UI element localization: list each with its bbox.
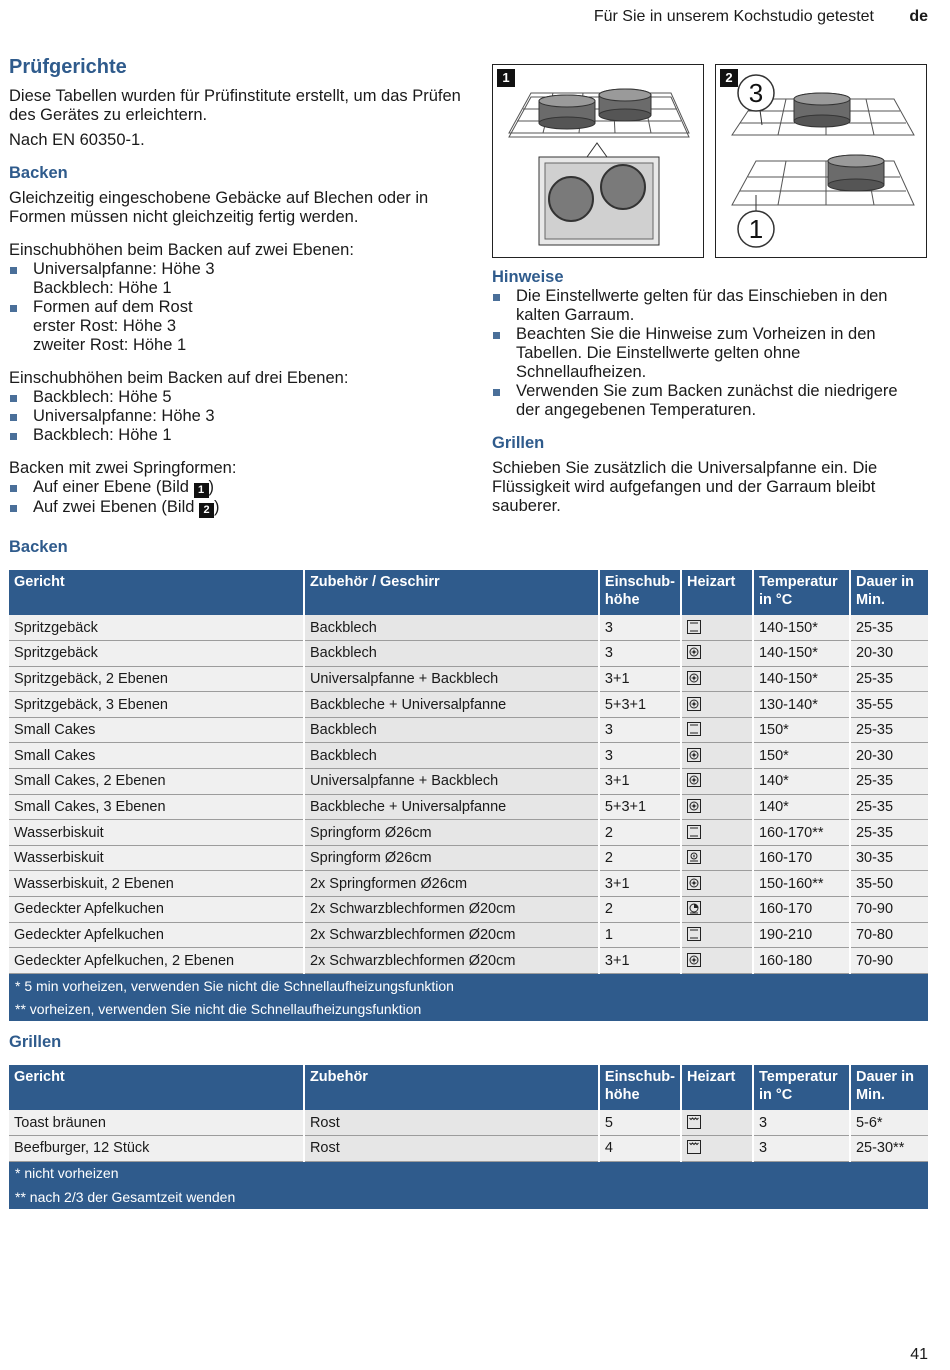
- hot-air-icon: [687, 748, 701, 764]
- cell-dauer: 25-35: [850, 820, 928, 846]
- two-levels-list: [9, 260, 469, 355]
- pizza-setting-icon: [687, 901, 701, 917]
- cell-temp: 160-170: [753, 897, 850, 923]
- heating-mode-cell: [681, 743, 753, 769]
- cell-dauer: 25-35: [850, 717, 928, 743]
- cell-dauer: 5-6*: [850, 1110, 928, 1136]
- hot-air-icon: [687, 671, 701, 687]
- heating-mode-cell: [681, 794, 753, 820]
- intro-text: Diese Tabellen wurden für Prüfinstitute erstellt, um das Prüfen des Gerätes zu erleichtern.: [9, 87, 461, 124]
- cell-zubehoer: Backblech: [304, 717, 599, 743]
- cell-hoehe: 2: [599, 845, 681, 871]
- cell-hoehe: 1: [599, 922, 681, 948]
- grill-icon: [687, 1140, 701, 1156]
- col-header-temp: Temperatur in °C: [753, 1065, 850, 1110]
- cell-hoehe: 2: [599, 897, 681, 923]
- cell-temp: 140-150*: [753, 666, 850, 692]
- two-levels-intro: Einschubhöhen beim Backen auf zwei Ebenen:: [9, 241, 354, 259]
- cell-zubehoer: Springform Ø26cm: [304, 820, 599, 846]
- cell-temp: 150*: [753, 717, 850, 743]
- table-row: [9, 871, 928, 897]
- hot-air-icon: [687, 799, 701, 815]
- cell-temp: 150*: [753, 743, 850, 769]
- top-bottom-heat-icon: [687, 927, 701, 943]
- cell-hoehe: 3: [599, 615, 681, 641]
- cell-zubehoer: Backbleche + Universalpfanne: [304, 692, 599, 718]
- two-springforms-one-level-illustration: [493, 65, 705, 259]
- heating-mode-cell: [681, 769, 753, 795]
- heating-mode-cell: [681, 820, 753, 846]
- cell-temp: 3: [753, 1136, 850, 1162]
- col-header-hoehe: Einschub- höhe: [599, 570, 681, 615]
- footnote-row: [9, 1161, 928, 1185]
- footnote: * 5 min vorheizen, verwenden Sie nicht die Schnellaufheizungsfunktion: [9, 973, 928, 997]
- section-title: Prüfgerichte: [9, 56, 127, 78]
- list-item: Auf zwei Ebenen (Bild 2 ): [9, 498, 469, 518]
- cell-zubehoer: 2x Schwarzblechformen Ø20cm: [304, 897, 599, 923]
- cell-gericht: Spritzgebäck, 3 Ebenen: [9, 692, 304, 718]
- heating-mode-cell: [681, 641, 753, 667]
- cell-dauer: 70-80: [850, 922, 928, 948]
- backen-text: Gleichzeitig eingeschobene Gebäcke auf Blechen oder in Formen müssen nicht gleichzeitig fertig werden.: [9, 189, 429, 226]
- figure-one-level: [492, 64, 704, 258]
- cell-temp: 160-170: [753, 845, 850, 871]
- cell-dauer: 25-35: [850, 615, 928, 641]
- col-header-heizart: Heizart: [681, 570, 753, 615]
- col-header-dauer: Dauer in Min.: [850, 570, 928, 615]
- cell-zubehoer: Rost: [304, 1110, 599, 1136]
- cell-gericht: Beefburger, 12 Stück: [9, 1136, 304, 1162]
- backen-table-title: Backen: [9, 538, 68, 556]
- cell-hoehe: 5+3+1: [599, 794, 681, 820]
- table-row: [9, 666, 928, 692]
- cell-dauer: 25-35: [850, 769, 928, 795]
- list-item: Die Einstellwerte gelten für das Einschieben in den kalten Garraum.: [492, 287, 922, 325]
- cell-hoehe: 3+1: [599, 769, 681, 795]
- cell-dauer: 25-35: [850, 666, 928, 692]
- cell-gericht: Spritzgebäck: [9, 641, 304, 667]
- cell-zubehoer: Backbleche + Universalpfanne: [304, 794, 599, 820]
- cell-zubehoer: 2x Schwarzblechformen Ø20cm: [304, 922, 599, 948]
- figure-badge: 1: [194, 483, 209, 498]
- cell-dauer: 70-90: [850, 948, 928, 974]
- table-header-row: [9, 1065, 928, 1110]
- hot-air-icon: [687, 645, 701, 661]
- col-header-dauer: Dauer in Min.: [850, 1065, 928, 1110]
- cell-gericht: Small Cakes: [9, 717, 304, 743]
- top-bottom-heat-icon: [687, 825, 701, 841]
- cell-temp: 140-150*: [753, 641, 850, 667]
- cell-zubehoer: Backblech: [304, 743, 599, 769]
- table-row: [9, 743, 928, 769]
- cell-gericht: Wasserbiskuit, 2 Ebenen: [9, 871, 304, 897]
- cell-dauer: 25-30**: [850, 1136, 928, 1162]
- cell-dauer: 35-55: [850, 692, 928, 718]
- table-row: [9, 897, 928, 923]
- heating-mode-cell: [681, 666, 753, 692]
- cell-gericht: Spritzgebäck: [9, 615, 304, 641]
- cell-temp: 140-150*: [753, 615, 850, 641]
- cell-temp: 3: [753, 1110, 850, 1136]
- right-column: [492, 268, 922, 522]
- cell-gericht: Toast bräunen: [9, 1110, 304, 1136]
- cell-zubehoer: Rost: [304, 1136, 599, 1162]
- cell-temp: 160-180: [753, 948, 850, 974]
- table-header-row: [9, 570, 928, 615]
- cell-gericht: Gedeckter Apfelkuchen: [9, 897, 304, 923]
- cell-dauer: 70-90: [850, 897, 928, 923]
- cell-hoehe: 4: [599, 1136, 681, 1162]
- cell-zubehoer: Backblech: [304, 641, 599, 667]
- backen-table: [9, 570, 928, 1021]
- cell-hoehe: 3+1: [599, 948, 681, 974]
- table-row: [9, 641, 928, 667]
- cell-gericht: Small Cakes, 2 Ebenen: [9, 769, 304, 795]
- level-label-bottom: 1: [748, 214, 764, 244]
- heating-mode-cell: [681, 1136, 753, 1162]
- left-column: [9, 58, 469, 524]
- hot-air-icon: [687, 876, 701, 892]
- cell-zubehoer: Springform Ø26cm: [304, 845, 599, 871]
- heating-mode-cell: [681, 897, 753, 923]
- hot-air-icon: [687, 773, 701, 789]
- list-item: Verwenden Sie zum Backen zunächst die niedrigere der angegebenen Temperaturen.: [492, 382, 922, 420]
- cell-zubehoer: 2x Schwarzblechformen Ø20cm: [304, 948, 599, 974]
- cell-zubehoer: Backblech: [304, 615, 599, 641]
- cell-zubehoer: Universalpfanne + Backblech: [304, 666, 599, 692]
- figure-tag: 2: [720, 69, 738, 87]
- cell-dauer: 30-35: [850, 845, 928, 871]
- grillen-heading: Grillen: [492, 434, 545, 452]
- hot-air-icon: [687, 953, 701, 969]
- cell-dauer: 20-30: [850, 641, 928, 667]
- cell-temp: 130-140*: [753, 692, 850, 718]
- list-item: Auf einer Ebene (Bild 1 ): [9, 478, 469, 498]
- col-header-zubehoer: Zubehör / Geschirr: [304, 570, 599, 615]
- heating-mode-cell: [681, 922, 753, 948]
- cell-temp: 140*: [753, 794, 850, 820]
- hot-air-gentle-icon: [687, 850, 701, 866]
- header-subtitle: Für Sie in unserem Kochstudio getestet: [593, 8, 874, 25]
- cell-gericht: Gedeckter Apfelkuchen: [9, 922, 304, 948]
- hot-air-icon: [687, 697, 701, 713]
- list-item: Beachten Sie die Hinweise zum Vorheizen in den Tabellen. Die Einstellwerte gelten ohne Schnellaufheizen.: [492, 325, 922, 382]
- three-levels-intro: Einschubhöhen beim Backen auf drei Ebenen:: [9, 369, 349, 387]
- cell-zubehoer: Universalpfanne + Backblech: [304, 769, 599, 795]
- table-row: [9, 948, 928, 974]
- col-header-heizart: Heizart: [681, 1065, 753, 1110]
- cell-zubehoer: 2x Springformen Ø26cm: [304, 871, 599, 897]
- footnote-row: [9, 1185, 928, 1209]
- figure-tag: 1: [497, 69, 515, 87]
- page-number: 41: [910, 1346, 928, 1363]
- level-label-top: 3: [748, 78, 764, 108]
- list-item: Universalpfanne: Höhe 3 Backblech: Höhe 1: [9, 260, 469, 298]
- springform-list: [9, 478, 469, 518]
- footnote-row: [9, 997, 928, 1021]
- table-row: [9, 692, 928, 718]
- heating-mode-cell: [681, 948, 753, 974]
- cell-dauer: 20-30: [850, 743, 928, 769]
- col-header-zubehoer: Zubehör: [304, 1065, 599, 1110]
- figure-two-levels: [715, 64, 927, 258]
- grill-icon: [687, 1115, 701, 1131]
- list-item: Backblech: Höhe 1: [9, 426, 469, 445]
- cell-dauer: 35-50: [850, 871, 928, 897]
- cell-dauer: 25-35: [850, 794, 928, 820]
- backen-heading: Backen: [9, 164, 68, 182]
- cell-gericht: Gedeckter Apfelkuchen, 2 Ebenen: [9, 948, 304, 974]
- col-header-gericht: Gericht: [9, 1065, 304, 1110]
- cell-gericht: Wasserbiskuit: [9, 820, 304, 846]
- grillen-table: [9, 1065, 928, 1209]
- cell-temp: 150-160**: [753, 871, 850, 897]
- cell-hoehe: 2: [599, 820, 681, 846]
- hinweise-list: [492, 287, 922, 420]
- cell-gericht: Small Cakes: [9, 743, 304, 769]
- table-row: [9, 717, 928, 743]
- cell-hoehe: 3: [599, 641, 681, 667]
- cell-hoehe: 5+3+1: [599, 692, 681, 718]
- cell-temp: 160-170**: [753, 820, 850, 846]
- heating-mode-cell: [681, 692, 753, 718]
- table-row: [9, 845, 928, 871]
- cell-gericht: Small Cakes, 3 Ebenen: [9, 794, 304, 820]
- cell-hoehe: 3: [599, 717, 681, 743]
- table-row: [9, 1136, 928, 1162]
- heating-mode-cell: [681, 717, 753, 743]
- cell-gericht: Wasserbiskuit: [9, 845, 304, 871]
- language-code: de: [909, 8, 928, 25]
- table-row: [9, 922, 928, 948]
- cell-hoehe: 3+1: [599, 871, 681, 897]
- hinweise-heading: Hinweise: [492, 268, 564, 286]
- list-item: Backblech: Höhe 5: [9, 388, 469, 407]
- norm-text: Nach EN 60350-1.: [9, 131, 145, 149]
- table-row: [9, 820, 928, 846]
- col-header-gericht: Gericht: [9, 570, 304, 615]
- footnote-row: [9, 973, 928, 997]
- footnote: * nicht vorheizen: [9, 1161, 928, 1185]
- heating-mode-cell: [681, 871, 753, 897]
- table-row: [9, 615, 928, 641]
- list-item: Formen auf dem Rost erster Rost: Höhe 3 zweiter Rost: Höhe 1: [9, 298, 469, 355]
- page-header: [0, 6, 950, 28]
- grillen-table-title: Grillen: [9, 1033, 62, 1051]
- grillen-text: Schieben Sie zusätzlich die Universalpfanne ein. Die Flüssigkeit wird aufgefangen und der Garraum bleibt sauberer.: [492, 459, 878, 515]
- footnote: ** vorheizen, verwenden Sie nicht die Schnellaufheizungsfunktion: [9, 997, 928, 1021]
- heating-mode-cell: [681, 615, 753, 641]
- table-row: [9, 794, 928, 820]
- cell-hoehe: 5: [599, 1110, 681, 1136]
- top-bottom-heat-icon: [687, 620, 701, 636]
- footnote: ** nach 2/3 der Gesamtzeit wenden: [9, 1185, 928, 1209]
- three-levels-list: [9, 388, 469, 445]
- cell-hoehe: 3+1: [599, 666, 681, 692]
- table-row: [9, 1110, 928, 1136]
- figure-badge: 2: [199, 503, 214, 518]
- heating-mode-cell: [681, 845, 753, 871]
- cell-hoehe: 3: [599, 743, 681, 769]
- cell-gericht: Spritzgebäck, 2 Ebenen: [9, 666, 304, 692]
- two-springforms-two-levels-illustration: [716, 65, 928, 259]
- heating-mode-cell: [681, 1110, 753, 1136]
- table-row: [9, 769, 928, 795]
- col-header-hoehe: Einschub- höhe: [599, 1065, 681, 1110]
- cell-temp: 190-210: [753, 922, 850, 948]
- cell-temp: 140*: [753, 769, 850, 795]
- list-item: Universalpfanne: Höhe 3: [9, 407, 469, 426]
- top-bottom-heat-icon: [687, 722, 701, 738]
- springform-intro: Backen mit zwei Springformen:: [9, 459, 237, 477]
- col-header-temp: Temperatur in °C: [753, 570, 850, 615]
